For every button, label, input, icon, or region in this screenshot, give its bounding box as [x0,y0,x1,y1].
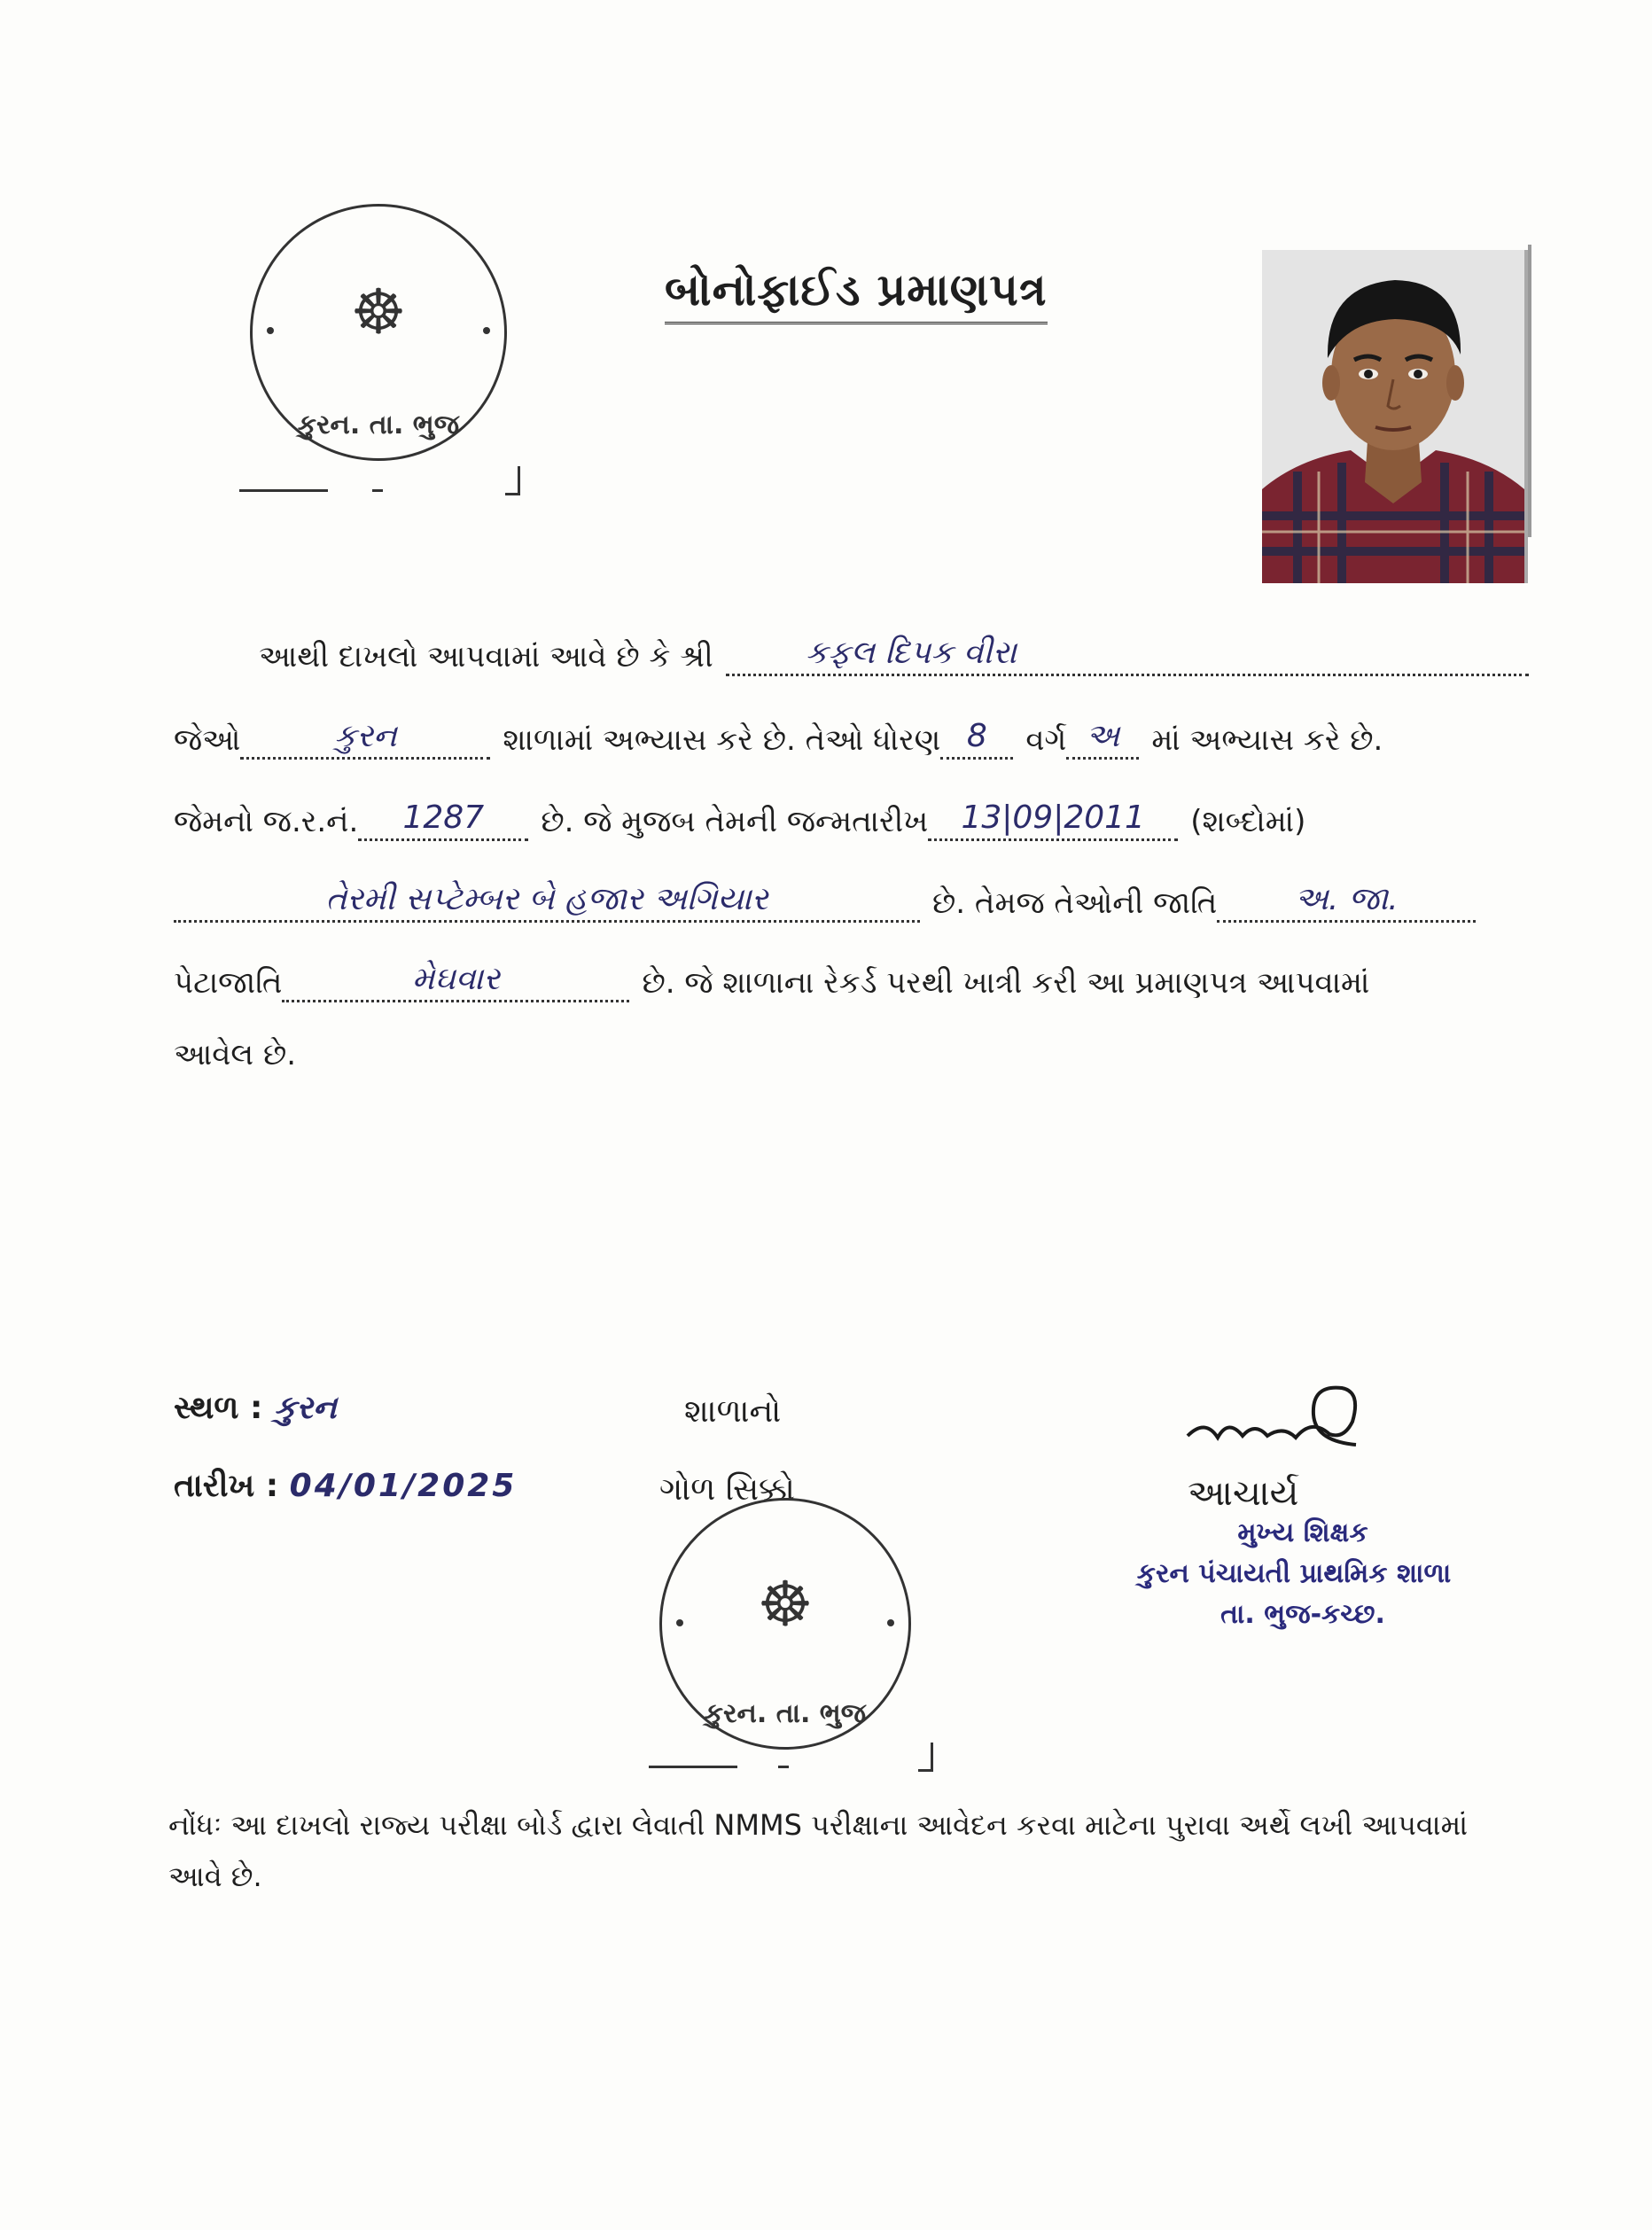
line3-prefix: જેમનો જ.ર.નં. [174,804,359,839]
stamp-text: કુરન. તા. ભુજ [297,409,460,441]
seal-line-1: મુખ્ય શિક્ષક [1237,1517,1368,1548]
subcaste-value: મેઘવાર [282,963,629,1002]
date-label: તારીખ : [174,1468,279,1504]
line5-suffix: છે. જે શાળાના રેકર્ડ પરથી ખાત્રી કરી આ પ્રમાણપત્ર આપવામાં [642,965,1370,1001]
student-photo-image [1262,250,1524,583]
body-line-5 [174,963,1562,1002]
body-line-1 [174,636,1562,676]
school-stamp-top [250,204,507,461]
standard-value: 8 [940,720,1013,760]
line1-prefix: આથી દાખલો આપવામાં આવે છે કે શ્રી [259,639,713,674]
school-stamp-bottom [659,1498,911,1750]
body-line-2 [174,720,1562,760]
seal-line-2: કુરન પંચાયતી પ્રાથમિક શાળા [1136,1558,1452,1589]
birth-date-words-value: તેરમી સપ્ટેમ્બર બે હજાર અગિયાર [174,883,920,923]
place-row [174,1390,337,1427]
emblem-icon: ☸ [350,276,407,349]
line3-suffix: (શબ્દોમાં) [1190,804,1306,839]
school-label: શાળાનો [684,1393,782,1430]
seal-line-3: તા. ભુજ-કચ્છ. [1220,1599,1385,1630]
stamp-text: કુરન. તા. ભુજ [704,1698,867,1729]
seal-label: ગોળ સિક્કો [659,1471,795,1508]
date-value: 04/01/2025 [289,1468,518,1504]
line2-prefix: જેઓ [174,722,241,758]
line6-text: આવેલ છે. [174,1037,297,1072]
student-name-value: કફલ દિપક વીરા [726,636,1529,676]
line2-suffix: માં અભ્યાસ કરે છે. [1151,722,1383,758]
gr-number-value: 1287 [358,801,528,841]
body-line-4 [174,883,1562,923]
date-row [174,1468,517,1505]
body-line-3 [174,801,1562,841]
certificate-title: બોનોફાઈડ પ્રમાણપત્ર [665,264,1048,324]
line2-mid1: શાળામાં અભ્યાસ કરે છે. તેઓ ધોરણ [503,722,941,758]
body-line-6 [174,1035,1562,1074]
place-label: સ્થળ : [174,1390,263,1426]
caste-value: અ. જા. [1217,883,1476,923]
line2-mid2: વર્ગ [1025,722,1067,758]
principal-signature [1179,1383,1383,1462]
line3-mid: છે. જે મુજબ તેમની જન્મતારીખ [541,804,929,839]
division-value: અ [1066,720,1139,760]
principal-label: આચાર્ય [1188,1473,1299,1514]
place-value: કુરન [274,1390,337,1426]
birth-date-value: 13|09|2011 [928,801,1178,841]
line4-mid: છે. તેમજ તેઓની જાતિ [932,885,1218,921]
emblem-icon: ☸ [757,1567,814,1641]
line5-prefix: પેટાજાતિ [174,965,283,1001]
student-photo [1262,250,1528,583]
school-name-value: કુરન [240,720,490,760]
footer-note: નોંધઃ આ દાખલો રાજ્ય પરીક્ષા બોર્ડ દ્વારા લેવાતી NMMS પરીક્ષાના આવેદન કરવા માટેના પુરાવા અર્થે લખી આપવામાં આવે છે. [168,1808,1469,1893]
